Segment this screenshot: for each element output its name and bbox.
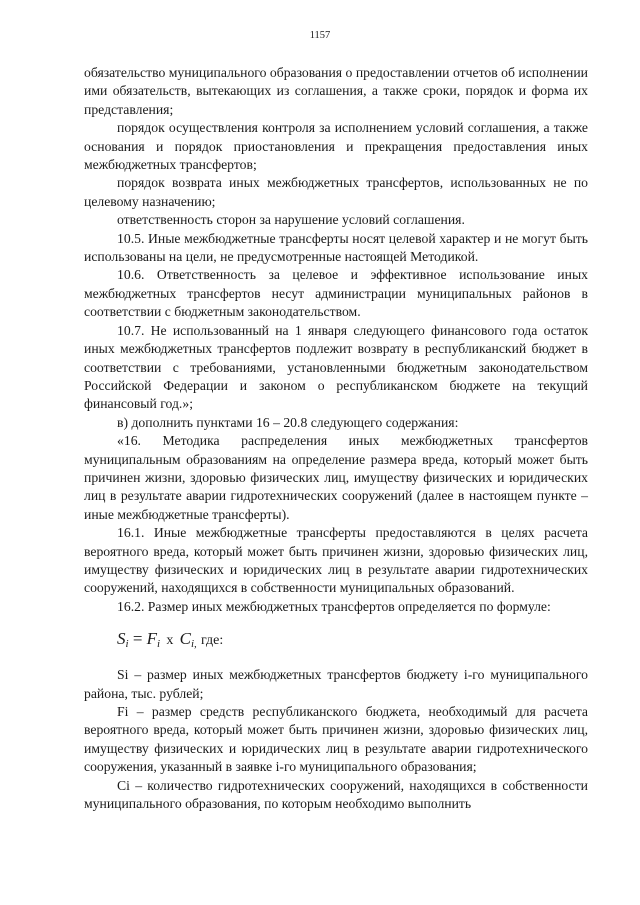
page-number: 1157	[309, 30, 331, 41]
definition: Ci – количество гидротехнических сооружений, находящихся в собственности муниципального образования, по которым необходимо выполнить	[84, 777, 588, 812]
paragraph: порядок осуществления контроля за исполнением условий соглашения, а также основания и порядок приостановления и прекращения предоставления иных межбюджетных трансфертов;	[84, 120, 588, 173]
formula-c-sub: i,	[190, 638, 197, 651]
paragraph: порядок возврата иных межбюджетных трансфертов, использованных не по целевому назначению;	[84, 175, 588, 209]
paragraph: обязательство муниципального образования о предоставлении отчетов об исполнении ими обязательств, вытекающих из соглашения, а также сроки, порядок и форма их представления;	[84, 65, 588, 117]
formula-equals: =	[132, 629, 143, 649]
formula-s-sub: i	[125, 638, 129, 651]
paragraph: 10.5. Иные межбюджетные трансферты носят целевой характер и не могут быть использованы на цели, не предусмотренные настоящей Методикой.	[84, 230, 588, 265]
formula-times: x	[166, 633, 174, 649]
paragraph: 16.2. Размер иных межбюджетных трансфертов определяется по формуле:	[117, 598, 551, 614]
formula-f: F	[146, 629, 158, 649]
paragraph: 16.1. Иные межбюджетные трансферты предоставляются в целях расчета вероятного вреда, который может быть причинен жизни, здоровью физических лиц, имуществу физических и юридических лиц в результате аварии гидротехнических сооружений, находящихся в собственности муниципальных образований.	[84, 525, 588, 596]
paragraph: в) дополнить пунктами 16 – 20.8 следующего содержания:	[117, 414, 459, 430]
formula-where: где:	[201, 633, 224, 649]
paragraph: 10.6. Ответственность за целевое и эффективное использование иных межбюджетных трансфертов несут администрации муниципальных районов в соответствии с бюджетным законодательством.	[84, 267, 588, 320]
paragraph: 10.7. Не использованный на 1 января следующего финансового года остаток иных межбюджетных трансфертов подлежит возврату в республиканский бюджет в соответствии с требованиями, установленными бюджетным законодательством Российской Федерации и законом о республиканском бюджете на текущий финансовый год.»;	[84, 322, 588, 412]
definition: Si – размер иных межбюджетных трансфертов бюджету i-го муниципального района, тыс. рублей;	[84, 667, 588, 701]
paragraph: «16. Методика распределения иных межбюджетных трансфертов муниципальным образованиям на определение размера вреда, который может быть причинен жизни, здоровью физических лиц, имуществу физических и юридических лиц в результате аварии гидротехнических сооружений (далее в настоящем пункте – иные межбюджетные трансферты).	[84, 433, 588, 522]
formula-f-sub: i	[157, 638, 161, 651]
paragraph: ответственность сторон за нарушение условий соглашения.	[117, 212, 465, 228]
formula-s: S	[117, 629, 126, 649]
definition: Fi – размер средств республиканского бюджета, необходимый для расчета вероятного вреда, который может быть причинен жизни, здоровью физических лиц, имуществу физических и юридических лиц в результате аварии гидротехнического сооружения, указанный в заявке i-го муниципального образования;	[84, 704, 588, 775]
formula	[84, 628, 588, 652]
body-text	[84, 64, 588, 813]
formula-c: C	[179, 629, 191, 649]
